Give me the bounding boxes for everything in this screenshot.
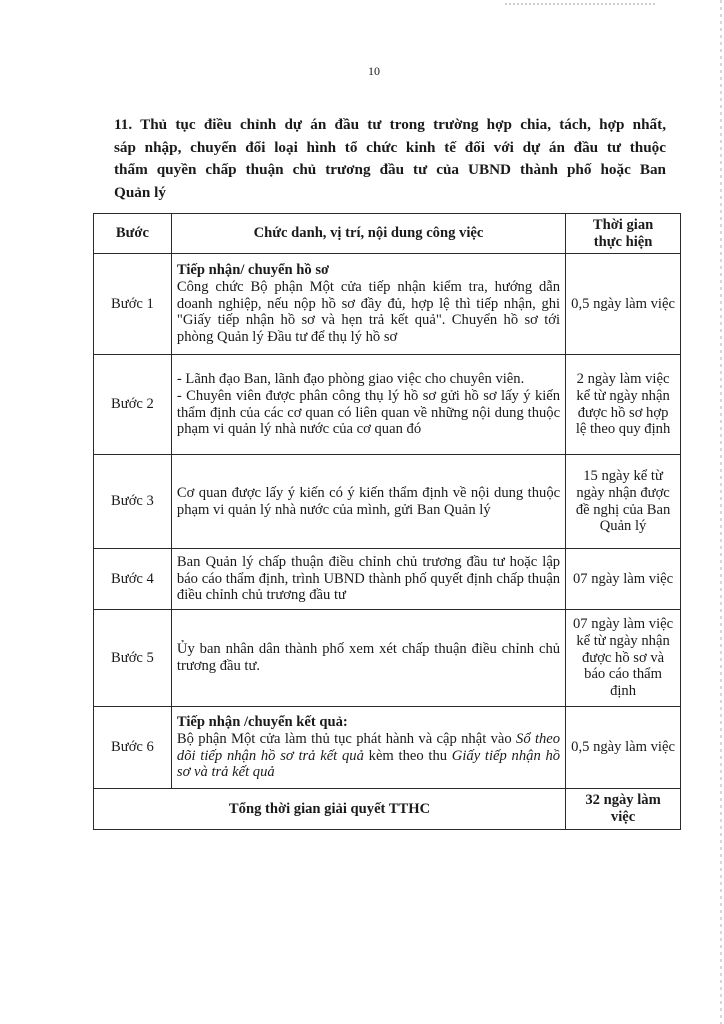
table-row: [94, 549, 681, 610]
step-time: 0,5 ngày làm việc: [566, 254, 681, 355]
table-row: [94, 707, 681, 789]
header-step: Bước: [94, 214, 172, 254]
scan-artifact-top: [505, 3, 655, 5]
step-label: Bước 2: [94, 355, 172, 455]
step-heading: Tiếp nhận/ chuyển hồ sơ: [176, 262, 330, 278]
step-text-part: Bộ phận Một cửa làm thủ tục phát hành và cập nhật vào: [176, 730, 517, 747]
step-content: [171, 355, 565, 455]
table-row: [94, 254, 681, 355]
section-title: [114, 114, 666, 204]
step-time: 2 ngày làm việc kể từ ngày nhận được hồ sơ hợp lệ theo quy định: [566, 355, 681, 455]
procedure-steps-table: [93, 213, 681, 830]
total-label: Tổng thời gian giải quyết TTHC: [94, 789, 566, 830]
step-time: 0,5 ngày làm việc: [566, 707, 681, 789]
step-heading: Tiếp nhận /chuyển kết quả:: [176, 713, 348, 730]
step-label: Bước 1: [94, 254, 172, 355]
table-row: [94, 355, 681, 455]
step-text: Công chức Bộ phận Một cửa tiếp nhận kiểm tra, hướng dẫn doanh nghiệp, nếu nộp hồ sơ đầy đủ, hợp lệ thì tiếp nhận, ghi "Giấy tiếp nhận hồ sơ và hẹn trả kết quả". Chuyển hồ sơ tới phòng Quản lý Đầu tư để thụ lý hồ sơ: [176, 278, 561, 346]
section-title-line: thẩm quyền chấp thuận chủ trương đầu tư của UBND thành phố hoặc Ban: [114, 161, 666, 178]
section-title-line: Quản lý: [114, 183, 166, 201]
register-book-name: Sổ theo dõi tiếp nhận hồ sơ trả kết quả: [176, 730, 561, 764]
step-content: [171, 254, 565, 355]
step-time: 15 ngày kể từ ngày nhận được đề nghị của Ban Quản lý: [566, 455, 681, 549]
step-time: 07 ngày làm việc kể từ ngày nhận được hồ sơ và báo cáo thẩm định: [566, 610, 681, 707]
step-item: - Chuyên viên được phân công thụ lý hồ sơ gửi hồ sơ lấy ý kiến thẩm định của các cơ quan có liên quan về những nội dung thuộc phạm vi quản lý nhà nước của cơ quan đó: [176, 387, 561, 438]
step-label: Bước 6: [94, 707, 172, 789]
step-label: Bước 5: [94, 610, 172, 707]
total-time: 32 ngày làm việc: [566, 789, 681, 830]
total-row: [94, 789, 681, 830]
step-text: [177, 731, 560, 781]
scan-artifact-right-edge: [720, 0, 722, 1024]
table-row: [94, 455, 681, 549]
step-label: Bước 3: [94, 455, 172, 549]
step-time: 07 ngày làm việc: [566, 549, 681, 610]
header-time: Thời gian thực hiện: [566, 214, 681, 254]
section-title-line: 11. Thủ tục điều chỉnh dự án đầu tư trong trường hợp chia, tách, hợp nhất,: [114, 116, 666, 133]
step-content: Ủy ban nhân dân thành phố xem xét chấp thuận điều chỉnh chủ trương đầu tư.: [171, 610, 565, 707]
section-title-line: sáp nhập, chuyển đổi loại hình tổ chức kinh tế đối với dự án đầu tư thuộc: [114, 138, 666, 156]
step-item: - Lãnh đạo Ban, lãnh đạo phòng giao việc cho chuyên viên.: [176, 370, 525, 387]
step-text-part: kèm theo thu: [363, 747, 452, 764]
step-content: [171, 707, 565, 789]
step-content: Cơ quan được lấy ý kiến có ý kiến thẩm định về nội dung thuộc phạm vi quản lý nhà nước của mình, gửi Ban Quản lý: [171, 455, 565, 549]
page-number: 10: [368, 64, 380, 78]
step-content: Ban Quản lý chấp thuận điều chỉnh chủ trương đầu tư hoặc lập báo cáo thẩm định, trình UBND thành phố quyết định chấp thuận điều chỉnh chủ trương đầu tư: [171, 549, 565, 610]
step-label: Bước 4: [94, 549, 172, 610]
table-header-row: [94, 214, 681, 254]
table-row: [94, 610, 681, 707]
receipt-form-name: Giấy tiếp nhận hồ sơ và trả kết quả: [176, 747, 561, 781]
header-content: Chức danh, vị trí, nội dung công việc: [171, 214, 565, 254]
